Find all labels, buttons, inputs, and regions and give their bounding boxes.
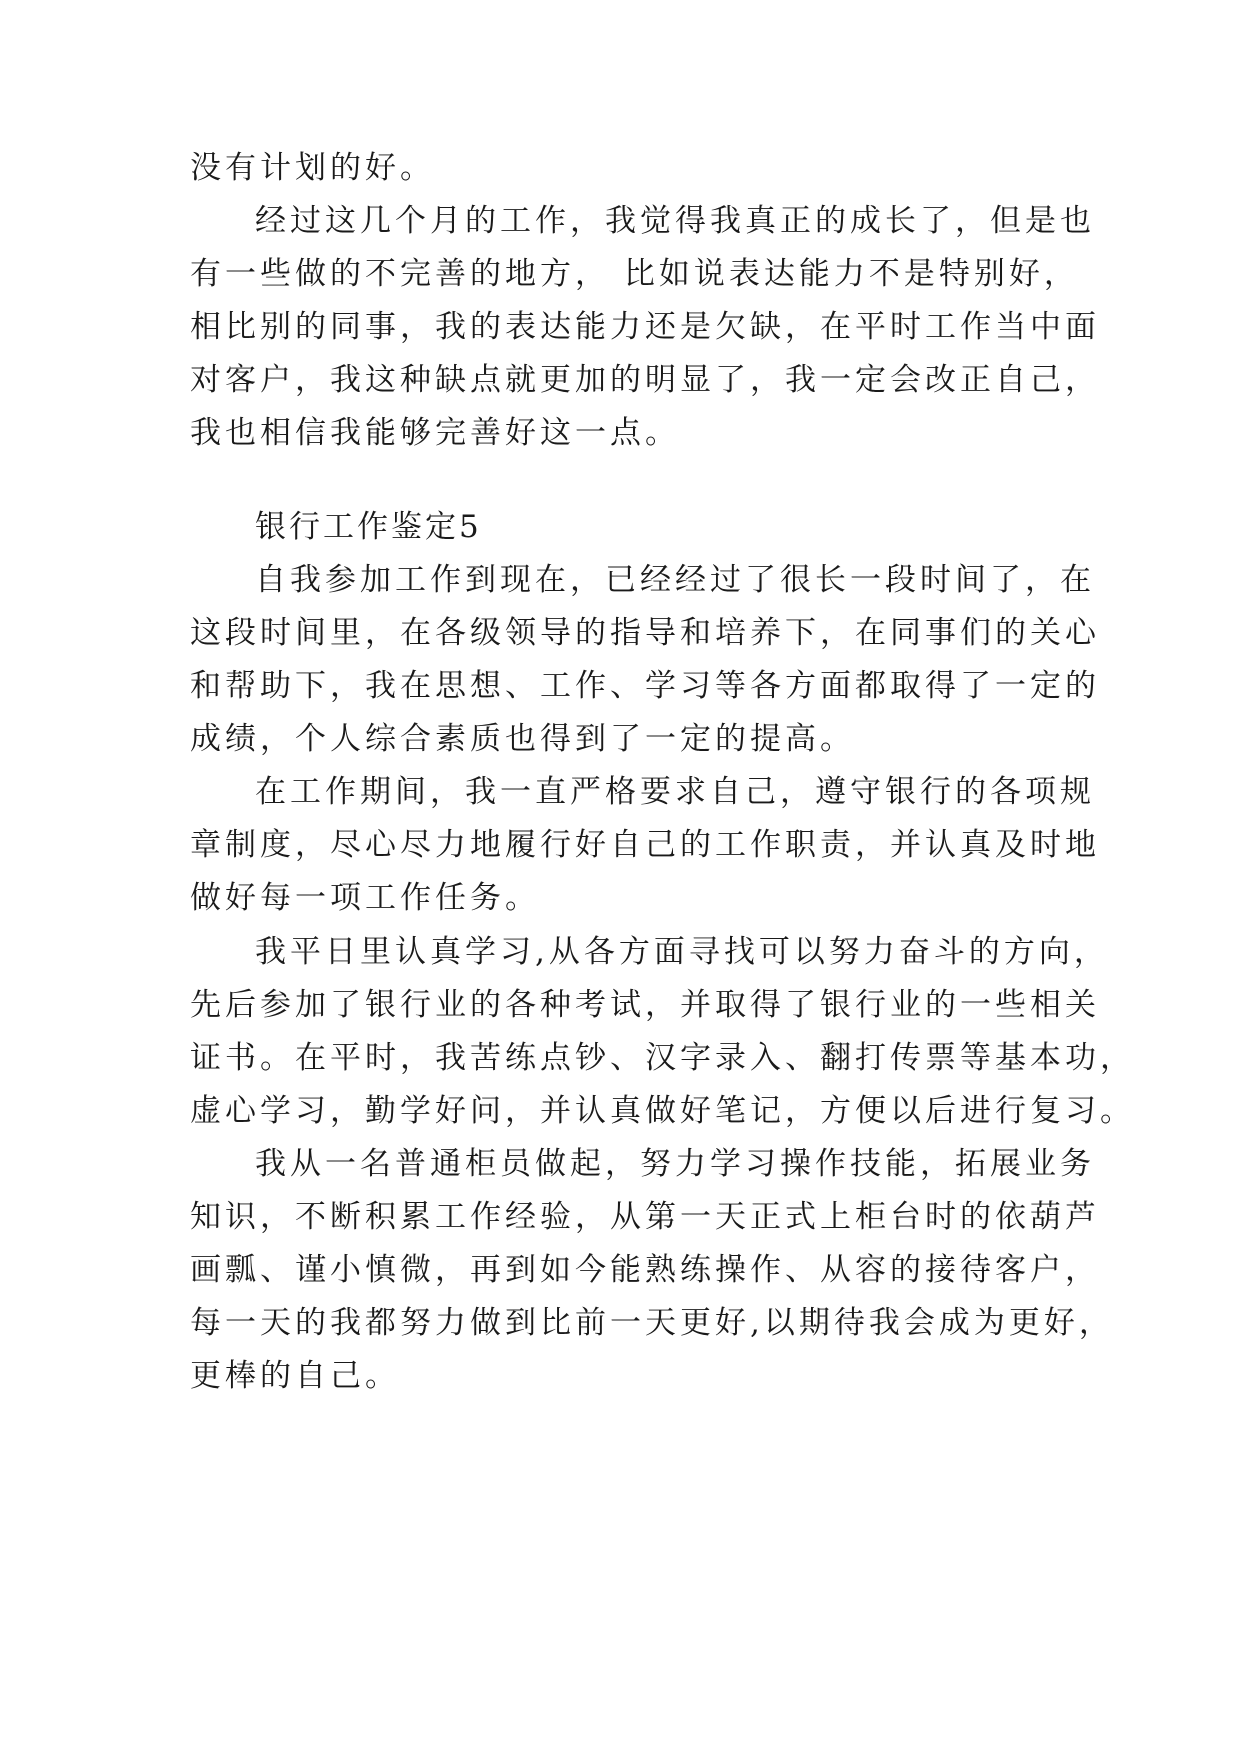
text-line: 章制度，尽心尽力地履行好自己的工作职责，并认真及时地	[190, 827, 1100, 863]
text-line: 没有计划的好。	[190, 150, 435, 186]
text-line: 虚心学习，勤学好问，并认真做好笔记，方便以后进行复习。	[190, 1093, 1135, 1129]
text-line: 这段时间里，在各级领导的指导和培养下，在同事们的关心	[190, 615, 1100, 651]
paragraph-first-line: 在工作期间，我一直严格要求自己，遵守银行的各项规	[255, 774, 1095, 810]
text-line: 相比别的同事，我的表达能力还是欠缺，在平时工作当中面	[190, 309, 1100, 345]
text-line: 知识，不断积累工作经验，从第一天正式上柜台时的依葫芦	[190, 1199, 1100, 1235]
text-line: 证书。在平时，我苦练点钞、汉字录入、翻打传票等基本功，	[190, 1040, 1135, 1076]
text-line: 有一些做的不完善的地方， 比如说表达能力不是特别好，	[190, 256, 1079, 292]
paragraph-first-line: 自我参加工作到现在，已经经过了很长一段时间了，在	[255, 562, 1095, 598]
text-line: 对客户，我这种缺点就更加的明显了，我一定会改正自己，	[190, 362, 1100, 398]
text-line: 先后参加了银行业的各种考试，并取得了银行业的一些相关	[190, 987, 1100, 1023]
section-heading: 银行工作鉴定5	[255, 509, 482, 545]
text-line: 更棒的自己。	[190, 1358, 400, 1394]
text-line: 每一天的我都努力做到比前一天更好,以期待我会成为更好，	[190, 1305, 1114, 1341]
text-line: 成绩，个人综合素质也得到了一定的提高。	[190, 721, 855, 757]
text-line: 做好每一项工作任务。	[190, 880, 540, 916]
text-line: 和帮助下，我在思想、工作、学习等各方面都取得了一定的	[190, 668, 1100, 704]
paragraph-first-line: 我从一名普通柜员做起，努力学习操作技能，拓展业务	[255, 1146, 1095, 1182]
paragraph-first-line: 经过这几个月的工作，我觉得我真正的成长了，但是也	[255, 203, 1095, 239]
paragraph-first-line: 我平日里认真学习,从各方面寻找可以努力奋斗的方向，	[255, 934, 1109, 970]
text-line: 我也相信我能够完善好这一点。	[190, 415, 680, 451]
text-line: 画瓢、谨小慎微，再到如今能熟练操作、从容的接待客户，	[190, 1252, 1100, 1288]
